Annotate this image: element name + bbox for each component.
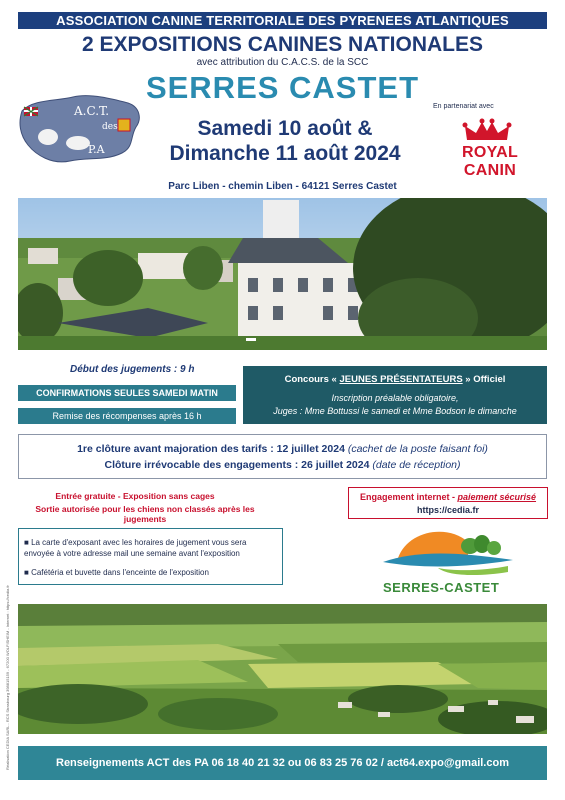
club-logo xyxy=(18,93,143,170)
attribution-text: avec attribution du C.A.C.S. de la SCC xyxy=(196,57,369,68)
partner-label: En partenariat avec xyxy=(433,103,494,110)
practical-info-box xyxy=(18,528,283,585)
event-dates xyxy=(140,116,430,166)
concours-inscription: Inscription préalable obligatoire, xyxy=(331,393,459,403)
final-deadline: Clôture irrévocable des engagements : 26 juillet 2024 (date de réception) xyxy=(104,459,461,471)
exhibitor-card-note: ■ La carte d'exposant avec les horaires de jugement vous sera envoyée à votre adresse mail une semaine avant l'exposition xyxy=(24,538,247,558)
concours-judges: Juges : Mme Bottussi le samedi et Mme Bodson le dimanche xyxy=(273,406,517,416)
cafeteria-note: ■ Cafétéria et buvette dans l'enceinte de l'exposition xyxy=(24,568,209,577)
venue-address: Parc Liben - chemin Liben - 64121 Serres Castet xyxy=(168,181,397,192)
logo-text-1: A.C.T. xyxy=(74,104,110,118)
online-entry-box xyxy=(348,487,548,519)
village-photo xyxy=(18,198,547,350)
deadlines-box xyxy=(18,434,547,479)
print-credit: Réalisation CEDIA SARL - RCS Strasbourg 398815159 - 67200 WOLFISHEIM - Internet : https://cedia.fr xyxy=(5,585,10,770)
awards-banner: Remise des récompenses après 16 h xyxy=(18,408,236,424)
date-line-1: Samedi 10 août & xyxy=(197,117,373,140)
free-entry-text: Entrée gratuite - Exposition sans cages xyxy=(55,491,215,501)
town-logo-name: SERRES-CASTET xyxy=(383,580,500,595)
logo-text-3: P.A xyxy=(88,143,105,156)
town-title: SERRES CASTET xyxy=(145,70,420,105)
confirmations-banner: CONFIRMATIONS SEULES SAMEDI MATIN xyxy=(18,385,236,401)
judging-start: Début des jugements : 9 h xyxy=(70,364,195,375)
event-title: 2 EXPOSITIONS CANINES NATIONALES xyxy=(82,33,483,56)
partner-name: ROYAL CANIN xyxy=(461,144,519,179)
date-line-2: Dimanche 11 août 2024 xyxy=(169,142,401,165)
concours-highlight: JEUNES PRÉSENTATEURS xyxy=(339,374,463,385)
exit-rule-text: Sortie autorisée pour les chiens non classés après les jugements xyxy=(35,504,255,524)
first-deadline: 1re clôture avant majoration des tarifs : 12 juillet 2024 (cachet de la poste faisant foi) xyxy=(77,443,488,455)
logo-text-2: des xyxy=(102,122,118,132)
online-entry-label: Engagement internet - paiement sécurisé xyxy=(359,492,537,502)
secure-payment-link[interactable]: paiement sécurisé xyxy=(457,492,537,502)
contact-banner: Renseignements ACT des PA 06 18 40 21 32 ou 06 83 25 76 02 / act64.expo@gmail.com xyxy=(18,746,547,780)
association-banner: ASSOCIATION CANINE TERRITORIALE DES PYRENEES ATLANTIQUES xyxy=(18,12,547,29)
concours-title: Concours « JEUNES PRÉSENTATEURS » Officiel xyxy=(284,374,506,385)
website-link[interactable]: https://cedia.fr xyxy=(416,505,479,515)
landscape-photo xyxy=(18,604,547,734)
junior-handlers-box xyxy=(243,366,547,424)
